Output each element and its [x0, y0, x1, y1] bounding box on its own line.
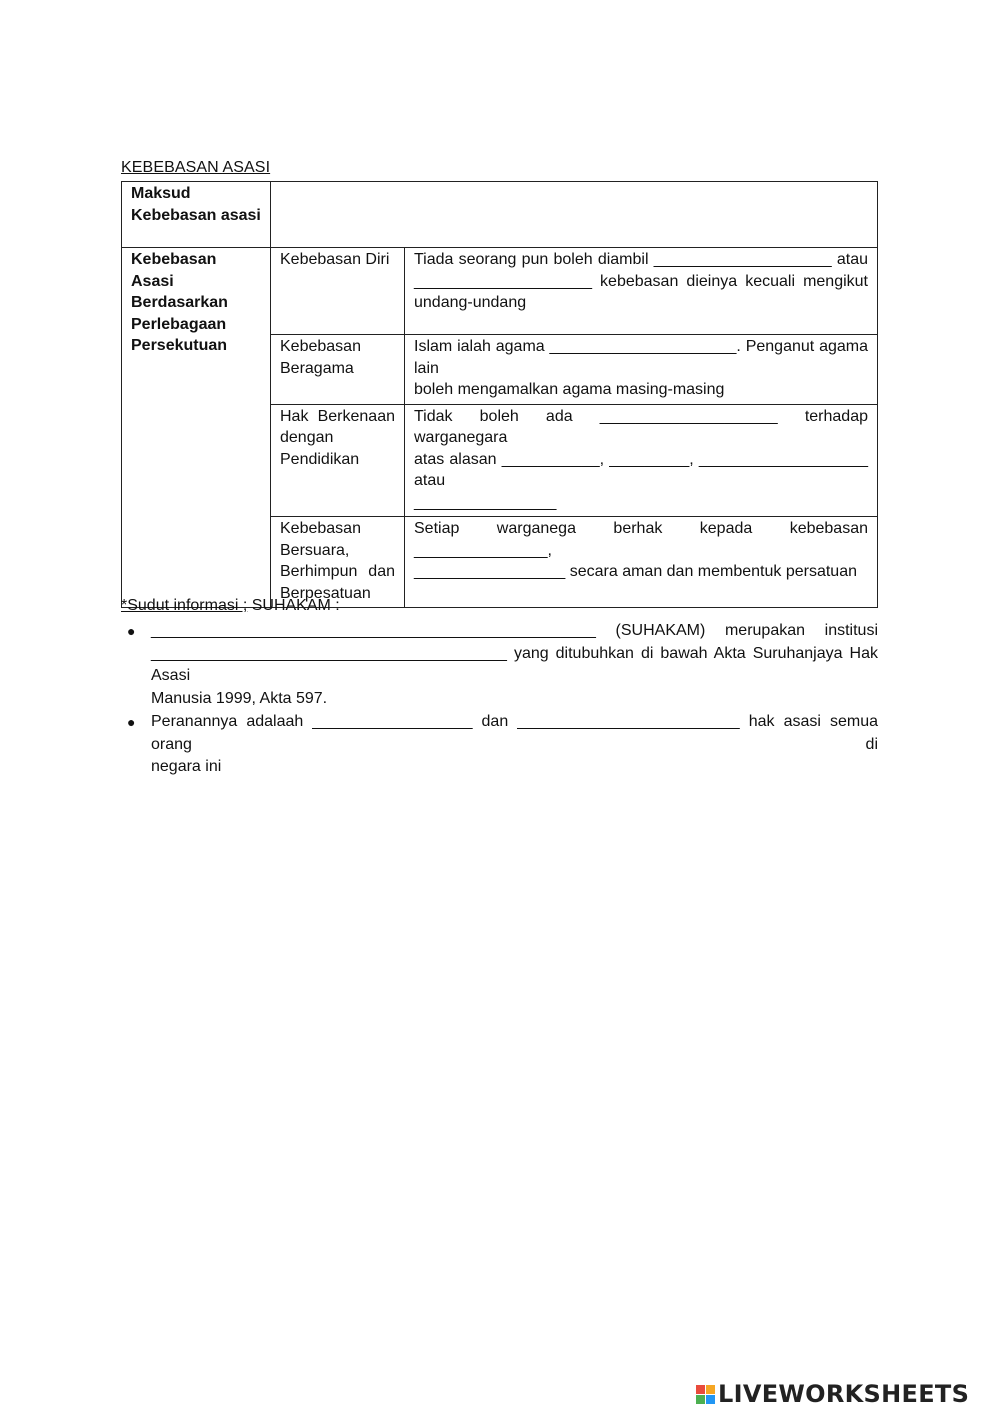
content-cell[interactable]: Tiada seorang pun boleh diambil ____________________ atau ____________________ kebebasan dieinya kecuali mengikut undang-undang — [405, 248, 878, 335]
topic-cell: Kebebasan Bersuara, Berhimpun dan Berpesatuan — [271, 517, 405, 608]
topic-cell: Hak Berkenaan dengan Pendidikan — [271, 404, 405, 517]
worksheet-title: KEBEBASAN ASASI — [121, 159, 271, 176]
table-row — [122, 248, 878, 335]
content-cell[interactable]: Islam ialah agama _____________________. Penganut agama lain boleh mengamalkan agama masing-masing — [405, 335, 878, 405]
maksud-answer-cell[interactable] — [271, 182, 878, 248]
liveworksheets-logo — [696, 1380, 969, 1408]
info-list — [121, 620, 878, 780]
liveworksheets-logo-icon — [696, 1385, 715, 1404]
info-title: *Sudut informasi ; SUHAKAM : — [121, 597, 340, 614]
kebebasan-asasi-table — [121, 181, 878, 608]
group-label-cell: Kebebasan Asasi Berdasarkan Perlebagaan Persekutuan — [122, 248, 271, 608]
content-cell[interactable]: Setiap warganega berhak kepada kebebasan _______________, _________________ secara aman dan membentuk persatuan — [405, 517, 878, 608]
brand-name: LIVEWORKSHEETS — [718, 1380, 970, 1408]
list-item: ● __________________________________________________ (SUHAKAM) merupakan institusi ________________________________________ yang ditubuhkan di bawah Akta Suruhanjaya Hak Asasi Manusia 1999, Akta 597. — [127, 622, 878, 707]
topic-cell: Kebebasan Beragama — [271, 335, 405, 405]
list-item: ● Peranannya adalaah __________________ dan _________________________ hak asasi semua orang di negara ini — [127, 713, 878, 775]
table-row-maksud — [122, 182, 878, 248]
bullet-icon: ● — [127, 623, 136, 639]
maksud-label-cell: Maksud Kebebasan asasi — [122, 182, 271, 248]
topic-cell: Kebebasan Diri — [271, 248, 405, 335]
bullet-icon: ● — [127, 714, 136, 730]
content-cell[interactable]: Tidak boleh ada ____________________ terhadap warganegara atas alasan ___________, _________, ___________________ atau ________________ — [405, 404, 878, 517]
